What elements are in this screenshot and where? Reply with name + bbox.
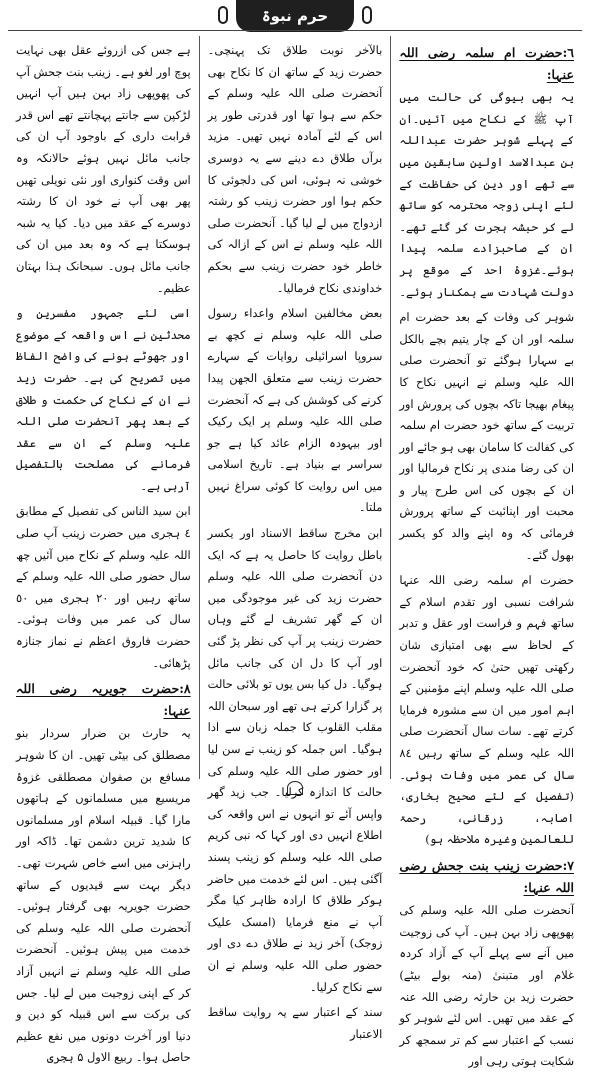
paragraph: یہ بھی بیوگی کی حالت میں آپ ﷺ کے نکاح میں آئیں۔ان کے پہلے شوہر حضرت عبداللہ بن عبدالاسد اولین سابقین میں سے تھے اور دین کی حفاظت کے لئے اپنی زوجہ محترمہ کو ساتھ لے کر حبشہ ہجرت کر گئے تھے۔ان کے صاحبزادے سلمہ پیدا ہوئے۔غزوۂ احد کے موقع پر دولت شہادت سے ہمکنار ہوئے۔ <box>399 90 574 299</box>
banner-title: حرم نبوۃ <box>261 7 329 25</box>
column-left <box>8 36 200 1065</box>
paragraph: بالآخر نوبت طلاق تک پہنچی۔ حضرت زید کے ساتھ ان کا نکاح بھی آنحضرت صلی اللہ علیہ وسلم کے حکم سے ہوا تھا اور قدرتی طور پر اس کے لئے آمادہ نہیں تھیں۔ مزید برآں طلاق دے دینے سے یہ دوسری خوشی نہ ہوئی، اس کی دلجوئی کا حکم ہوا اور حضرت زینب کو رشتہ ازدواج میں لے لیا گیا۔ آنحضرت صلی اللہ علیہ وسلم نے اس کے ازالہ کی خاطر خود حضرت زینب سے بحکم خداوندی نکاح فرمالیا۔ <box>207 43 383 295</box>
column-middle <box>200 36 392 1041</box>
banner-ornament-left-icon <box>218 6 228 24</box>
paragraph: یہ حارث بن ضرار سردار بنو مصطلق کی بیٹی تھیں۔ ان کا شوہر مسافع بن صفوان مصطلقی غزوۂ مریسیع میں مسلمانوں کے ہاتھوں مارا گیا۔ قبیلہ اسلام اور مسلمانوں کا شدید ترین دشمن تھا۔ ڈاکہ اور راہزنی میں اسے خاص شہرت تھی۔ دیگر بہت سے قیدیوں کے ساتھ حضرت جویریہ بھی گرفتار ہوئیں۔ آنحضرت صلی اللہ علیہ وسلم کی خدمت میں پیش ہوئیں۔ آنحضرت صلی اللہ علیہ وسلم نے انہیں آزاد کر کے اپنی زوجیت میں لے لیا۔ جس کی برکت سے اس قبیلہ کو دین و دنیا اور آخرت دونوں میں نفع عظیم حاصل ہوا۔ ربیع الاول ۵ ہجری <box>15 726 191 1065</box>
paragraph: ہے جس کی ازروئے عقل بھی نہایت پوچ اور لغو ہے۔ زینب بنت جحش آپ کی پھوپھی زاد بہن ہیں آپ انہیں لڑکپن سے جانتے پہچانتے تھے اس قدر قرابت داری کے باوجود آپ ان کی جانب مائل نہیں ہوئے حالانکہ وہ اس وقت کنواری اور نئی نویلی تھیں پھر بھی آپ نے خود ان کا رشتہ دوسرے کے عقد میں دیا۔ کیا یہ شبہ ہوسکتا ہے کہ وہ بعد میں ان کی جانب مائل ہوں۔ سبحانک ہذا بہتان عظیم۔ <box>15 43 191 295</box>
paragraph: سند کے اعتبار سے یہ روایت ساقط الاعتبار <box>207 1005 383 1041</box>
page-number-ornament-icon <box>287 781 303 795</box>
paragraph: بعض مخالفین اسلام واعداء رسول صلی اللہ علیہ وسلم نے کچھ بے سروپا اسرائیلی روایات کے سہارے حضرت زینب سے متعلق الجھن پیدا کرنے کی کوشش کی ہے کہ آنحضرت صلی اللہ علیہ وسلم پر ایک رکیک اور بیہودہ الزام عائد کیا ہے جو سراسر بے بنیاد ہے۔ تاریخ اسلامی میں اس روایت کا کوئی سراغ نہیں ملتا۔ <box>207 306 383 515</box>
text-columns <box>8 36 582 1069</box>
section-banner <box>236 0 354 32</box>
banner-ornament-right-icon <box>362 6 372 24</box>
heading-juwairiya: ٨:حضرت جویریہ رضی اللہ عنہا: <box>15 681 191 718</box>
column-right <box>391 36 582 1069</box>
paragraph: اسی لئے جمہور مفسرین و محدثین نے اس واقعہ کے موضوع اور جھوٹے ہونے کی واضح الفاظ میں تصریح کی ہے۔ حضرت زید نے ان کے نکاح کی حکمت و طلاق کے بعد پھر آنحضرت صلی اللہ علیہ وسلم کے ان سے عقد فرمانے کی مصلحت بالتفصیل آرہی ہے۔ <box>15 306 191 493</box>
paragraph: شوہر کی وفات کے بعد حضرت ام سلمہ اور ان کے چار یتیم بچے بالکل بے سہارا ہوگئے تو آنحضرت صلی اللہ علیہ وسلم نے انہیں نکاح کا پیغام بھیجا تاکہ بچوں کی پرورش اور تربیت کے ساتھ خود حضرت ام سلمہ کی کفالت کا سامان بھی ہو جائے اور ان کی رضا مندی پر نکاح فرمالیا اور ان کے بچوں کی اس طرح پیار و محبت اور اپنائیت کے ساتھ پرورش فرمائی کہ وہ اپنے والد کو یکسر بھول گئے۔ <box>399 310 574 562</box>
heading-umm-salama: ٦:حضرت ام سلمہ رضی اللہ عنہا: <box>399 45 574 82</box>
paragraph: آنحضرت صلی اللہ علیہ وسلم کی پھوپھی زاد بہن ہیں۔ آپ کی زوجیت میں آنے سے پہلے آپ کے آزاد کردہ غلام اور متبنیٰ (منہ بولے بیٹے) حضرت زید بن حارثہ رضی اللہ عنہ کے عقد میں تھیں۔ اس لئے شوہر کو نسب کے اعتبار سے کم تر سمجھ کر شکایت ہوتی رہی اور <box>399 903 574 1069</box>
heading-zainab: ٧:حضرت زینب بنت جحش رضی اللہ عنہا: <box>399 857 574 895</box>
paragraph: ابن مخرج ساقط الاسناد اور یکسر باطل روایت کا حاصل یہ ہے کہ ایک دن آنحضرت صلی اللہ علیہ وسلم حضرت زید کی غیر موجودگی میں ان کے گھر تشریف لے گئے وہاں حضرت زینب پر آپ کی نظر پڑ گئی اور آپ کا دل ان کی جانب مائل ہوگیا۔ دل کیا بس یوں تو بلائی حالت پر گزارا کرتے ہی تھے اور سبحان اللہ مقلب القلوب کا جملہ زبان سے ادا ہوگیا۔ اس جملہ کو زینب نے سن لیا اور حضور صلی اللہ علیہ وسلم کی حالت کا اندازہ کرلیا۔ جب زید گھر واپس آئے تو انہوں نے اس واقعہ کی اطلاع انہیں دی اور کہا کہ نبی کریم صلی اللہ علیہ وسلم کو زینب پسند آگئی ہیں۔ اس لئے خدمت میں حاضر ہوکر طلاق کا ارادہ ظاہر کیا مگر آپ نے منع فرمایا (امسک علیک زوجک) آخر زید نے طلاق دے دی اور حضور صلی اللہ علیہ وسلم نے ان سے نکاح کرلیا۔ <box>207 526 383 994</box>
paragraph: حضرت ام سلمہ رضی اللہ عنہا شرافت نسبی اور تقدم اسلام کے ساتھ فہم و فراست اور عقل و تدبر کے لحاظ سے بھی امتیازی شان رکھتی تھیں حتیٰ کہ خود آنحضرت صلی اللہ علیہ وسلم اپنے مؤمنین کے اہم امور میں ان سے مشورہ فرمایا کرتے تھے۔ سات سال آنحضرت صلی اللہ علیہ وسلم کے ساتھ رہیں ٨٤ سال کی عمر میں وفات ہوئی۔ (تفصیل کے لئے صحیح بخاری، اصابہ، زرقانی، رحمۃ للعالمین وغیرہ ملاحظہ ہو) <box>399 573 574 847</box>
top-rule <box>8 30 582 31</box>
paragraph: ابن سید الناس کی تفصیل کے مطابق ٤ ہجری میں حضرت زینب آپ صلی اللہ علیہ وسلم کے نکاح میں آئیں چھ سال حضور صلی اللہ علیہ وسلم کے ساتھ رہیں اور ٢٠ ہجری میں ٥٠ سال کی عمر میں وفات ہوئی۔ حضرت فاروق اعظم نے نماز جنازہ پڑھائی۔ <box>15 504 191 670</box>
